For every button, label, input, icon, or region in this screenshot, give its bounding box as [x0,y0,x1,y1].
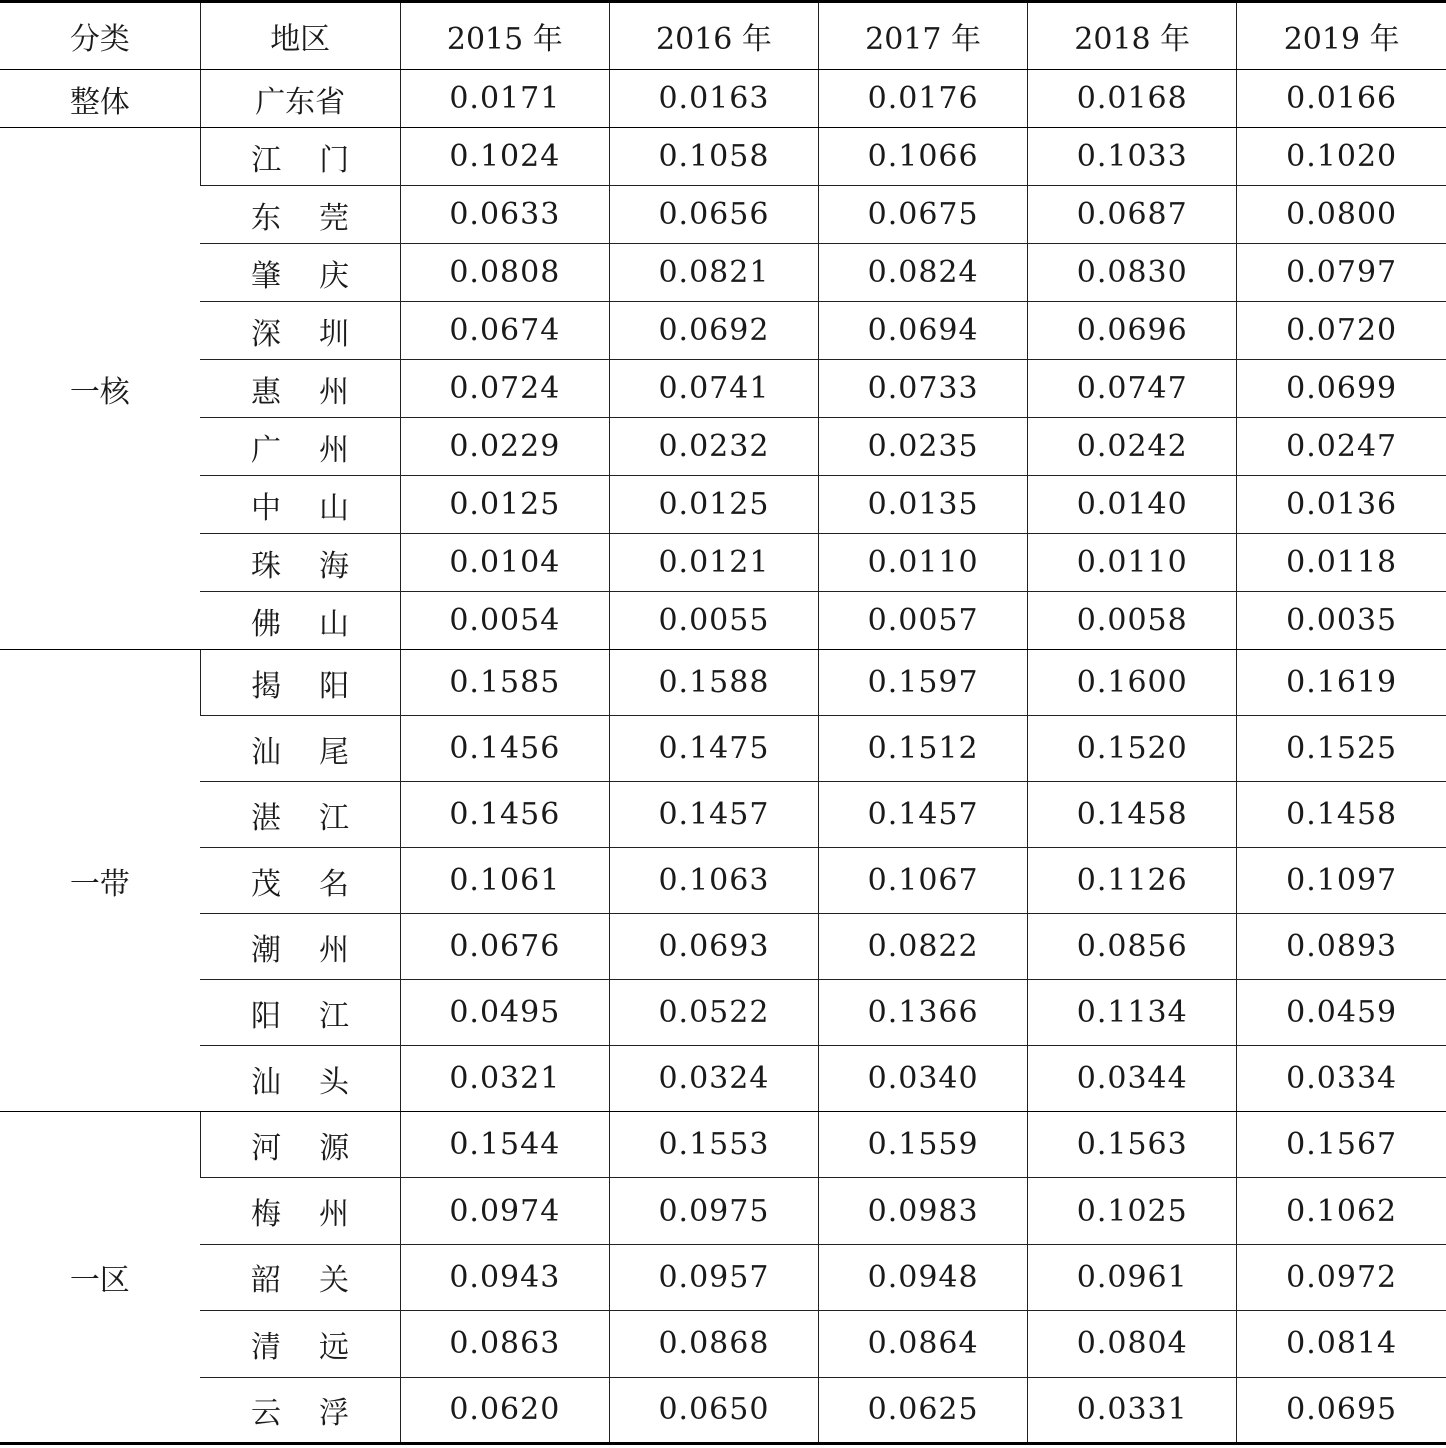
region-name-char-2: 莞 [318,200,349,236]
region-name-char-1: 河 [251,1130,282,1166]
region-name-char-2: 州 [318,1197,349,1233]
value-cell-2015: 0.0054 [400,592,609,650]
value-cell-2016: 0.0868 [609,1311,818,1377]
overall-value-2015: 0.0171 [400,70,609,128]
region-name-char-1: 中 [250,490,281,526]
region-name-char-2: 州 [318,932,349,968]
value-cell-2016: 0.1475 [609,716,818,782]
value-cell-2016: 0.1058 [609,128,818,186]
region-name-char-1: 韶 [250,1263,281,1299]
value-cell-2015: 0.0674 [400,302,609,360]
region-cell [200,782,400,848]
value-cell-2017: 0.1066 [819,128,1028,186]
value-cell-2017: 0.1512 [819,716,1028,782]
header-year-2018: 2018 年 [1028,2,1237,70]
region-name-char-2: 尾 [318,734,349,770]
overall-value-2017: 0.0176 [819,70,1028,128]
region-name-char-2: 山 [318,490,349,526]
value-cell-2017: 0.0057 [819,592,1028,650]
value-cell-2018: 0.0140 [1028,476,1237,534]
value-cell-2018: 0.0242 [1028,418,1237,476]
value-cell-2017: 0.1597 [819,650,1028,716]
table-row [0,782,1446,848]
region-cell [200,302,400,360]
region-name-char-2: 海 [318,548,349,584]
table-row [0,1178,1446,1244]
value-cell-2015: 0.0633 [400,186,609,244]
table-row [0,1046,1446,1112]
region-name-char-1: 梅 [250,1197,281,1233]
region-cell [200,186,400,244]
value-cell-2019: 0.0814 [1237,1311,1446,1377]
table-row [0,914,1446,980]
value-cell-2018: 0.0804 [1028,1311,1237,1377]
region-name-char-1: 江 [251,142,282,178]
region-name-char-2: 圳 [318,316,349,352]
region-name-char-1: 惠 [250,374,281,410]
value-cell-2015: 0.0321 [400,1046,609,1112]
region-cell [200,128,400,186]
value-cell-2015: 0.0863 [400,1311,609,1377]
table-row [0,650,1446,716]
value-cell-2018: 0.0856 [1028,914,1237,980]
value-cell-2018: 0.1520 [1028,716,1237,782]
value-cell-2019: 0.1619 [1237,650,1446,716]
header-region: 地区 [200,2,400,70]
overall-row [0,70,1446,128]
overall-value-2016: 0.0163 [609,70,818,128]
region-name-char-2: 头 [318,1064,349,1100]
overall-category: 整体 [0,70,200,128]
value-cell-2018: 0.0830 [1028,244,1237,302]
value-cell-2017: 0.1067 [819,848,1028,914]
value-cell-2018: 0.1025 [1028,1178,1237,1244]
value-cell-2018: 0.0110 [1028,534,1237,592]
region-name-char-1: 汕 [250,734,281,770]
value-cell-2017: 0.0822 [819,914,1028,980]
region-cell [200,650,400,716]
region-name-char-1: 潮 [250,932,281,968]
value-cell-2019: 0.0695 [1237,1377,1446,1443]
table-row [0,476,1446,534]
value-cell-2019: 0.0797 [1237,244,1446,302]
value-cell-2016: 0.0975 [609,1178,818,1244]
value-cell-2018: 0.0696 [1028,302,1237,360]
region-name-char-1: 阳 [250,998,281,1034]
value-cell-2018: 0.1033 [1028,128,1237,186]
value-cell-2019: 0.1097 [1237,848,1446,914]
header-year-2017: 2017 年 [819,2,1028,70]
table-row [0,1377,1446,1443]
region-name-char-1: 佛 [250,606,281,642]
value-cell-2017: 0.0824 [819,244,1028,302]
value-cell-2018: 0.0687 [1028,186,1237,244]
table-row [0,302,1446,360]
table-row [0,186,1446,244]
value-cell-2017: 0.0625 [819,1377,1028,1443]
region-cell [200,848,400,914]
value-cell-2016: 0.0693 [609,914,818,980]
value-cell-2015: 0.0620 [400,1377,609,1443]
value-cell-2015: 0.1456 [400,782,609,848]
value-cell-2015: 0.0676 [400,914,609,980]
value-cell-2018: 0.0344 [1028,1046,1237,1112]
value-cell-2017: 0.0340 [819,1046,1028,1112]
value-cell-2016: 0.0741 [609,360,818,418]
value-cell-2019: 0.0800 [1237,186,1446,244]
table-row [0,1311,1446,1377]
value-cell-2019: 0.0699 [1237,360,1446,418]
value-cell-2018: 0.1134 [1028,980,1237,1046]
value-cell-2016: 0.0232 [609,418,818,476]
region-cell [200,716,400,782]
header-year-2016: 2016 年 [609,2,818,70]
header-year-2015: 2015 年 [400,2,609,70]
header-row [0,2,1446,70]
value-cell-2016: 0.0650 [609,1377,818,1443]
value-cell-2015: 0.1585 [400,650,609,716]
region-cell [200,418,400,476]
value-cell-2017: 0.0948 [819,1244,1028,1310]
region-name-char-2: 远 [318,1329,349,1365]
table-row [0,980,1446,1046]
value-cell-2016: 0.1588 [609,650,818,716]
region-name-char-2: 州 [318,432,349,468]
value-cell-2019: 0.0972 [1237,1244,1446,1310]
value-cell-2019: 0.0118 [1237,534,1446,592]
value-cell-2017: 0.0135 [819,476,1028,534]
value-cell-2016: 0.0125 [609,476,818,534]
table-row [0,1244,1446,1310]
value-cell-2015: 0.1024 [400,128,609,186]
region-cell [200,980,400,1046]
region-name-char-1: 肇 [250,258,281,294]
value-cell-2015: 0.0724 [400,360,609,418]
region-name-char-1: 深 [250,316,281,352]
region-name-char-2: 阳 [319,668,350,704]
value-cell-2018: 0.1563 [1028,1112,1237,1178]
value-cell-2019: 0.1062 [1237,1178,1446,1244]
value-cell-2019: 0.1458 [1237,782,1446,848]
region-name-char-2: 门 [319,142,350,178]
value-cell-2019: 0.1020 [1237,128,1446,186]
region-name-char-2: 庆 [318,258,349,294]
value-cell-2015: 0.1061 [400,848,609,914]
value-cell-2016: 0.1457 [609,782,818,848]
value-cell-2019: 0.0247 [1237,418,1446,476]
value-cell-2016: 0.1063 [609,848,818,914]
value-cell-2016: 0.0121 [609,534,818,592]
region-cell [200,914,400,980]
category-cell: 一区 [0,1112,200,1444]
value-cell-2018: 0.0961 [1028,1244,1237,1310]
region-name-char-2: 江 [318,998,349,1034]
value-cell-2016: 0.0324 [609,1046,818,1112]
region-name-char-1: 东 [250,200,281,236]
value-cell-2017: 0.0733 [819,360,1028,418]
value-cell-2016: 0.0656 [609,186,818,244]
value-cell-2015: 0.0125 [400,476,609,534]
region-cell [200,1046,400,1112]
value-cell-2018: 0.1126 [1028,848,1237,914]
value-cell-2016: 0.0522 [609,980,818,1046]
overall-value-2018: 0.0168 [1028,70,1237,128]
value-cell-2017: 0.0235 [819,418,1028,476]
region-cell [200,592,400,650]
value-cell-2018: 0.1600 [1028,650,1237,716]
region-name-char-2: 源 [319,1130,350,1166]
value-cell-2017: 0.0694 [819,302,1028,360]
overall-value-2019: 0.0166 [1237,70,1446,128]
value-cell-2015: 0.0808 [400,244,609,302]
region-name-char-1: 珠 [250,548,281,584]
value-cell-2018: 0.1458 [1028,782,1237,848]
table-row [0,534,1446,592]
header-category: 分类 [0,2,200,70]
value-cell-2017: 0.0983 [819,1178,1028,1244]
value-cell-2015: 0.1544 [400,1112,609,1178]
table-row [0,716,1446,782]
category-cell: 一核 [0,128,200,650]
region-name-char-1: 揭 [251,668,282,704]
region-cell [200,1311,400,1377]
value-cell-2018: 0.0058 [1028,592,1237,650]
value-cell-2019: 0.1567 [1237,1112,1446,1178]
table-row [0,848,1446,914]
region-name-char-1: 湛 [250,800,281,836]
value-cell-2019: 0.0893 [1237,914,1446,980]
region-name-char-2: 名 [318,866,349,902]
value-cell-2016: 0.0957 [609,1244,818,1310]
value-cell-2017: 0.1366 [819,980,1028,1046]
region-name-char-1: 汕 [250,1064,281,1100]
value-cell-2015: 0.0104 [400,534,609,592]
value-cell-2015: 0.0495 [400,980,609,1046]
value-cell-2016: 0.0821 [609,244,818,302]
value-cell-2019: 0.0136 [1237,476,1446,534]
value-cell-2016: 0.0692 [609,302,818,360]
value-cell-2019: 0.0334 [1237,1046,1446,1112]
region-name-char-1: 茂 [250,866,281,902]
value-cell-2019: 0.1525 [1237,716,1446,782]
region-name-char-2: 山 [318,606,349,642]
overall-region: 广东省 [200,70,400,128]
table-row [0,592,1446,650]
value-cell-2016: 0.0055 [609,592,818,650]
region-cell [200,1244,400,1310]
region-cell [200,360,400,418]
region-cell [200,1377,400,1443]
value-cell-2017: 0.0675 [819,186,1028,244]
region-name-char-2: 关 [318,1263,349,1299]
value-cell-2017: 0.1559 [819,1112,1028,1178]
value-cell-2017: 0.0864 [819,1311,1028,1377]
table-row [0,244,1446,302]
value-cell-2015: 0.0943 [400,1244,609,1310]
value-cell-2018: 0.0747 [1028,360,1237,418]
value-cell-2015: 0.0229 [400,418,609,476]
value-cell-2017: 0.0110 [819,534,1028,592]
region-cell [200,1112,400,1178]
table-row [0,1112,1446,1178]
value-cell-2016: 0.1553 [609,1112,818,1178]
value-cell-2019: 0.0720 [1237,302,1446,360]
region-name-char-1: 清 [250,1329,281,1365]
table-row [0,360,1446,418]
value-cell-2019: 0.0035 [1237,592,1446,650]
region-cell [200,476,400,534]
table-row [0,418,1446,476]
region-name-char-2: 江 [318,800,349,836]
value-cell-2018: 0.0331 [1028,1377,1237,1443]
region-name-char-2: 州 [318,374,349,410]
table-row [0,128,1446,186]
header-year-2019: 2019 年 [1237,2,1446,70]
value-cell-2017: 0.1457 [819,782,1028,848]
region-name-char-1: 广 [250,432,281,468]
region-cell [200,534,400,592]
value-cell-2019: 0.0459 [1237,980,1446,1046]
category-cell: 一带 [0,650,200,1112]
value-cell-2015: 0.0974 [400,1178,609,1244]
region-cell [200,1178,400,1244]
region-name-char-1: 云 [250,1395,281,1431]
region-name-char-2: 浮 [318,1395,349,1431]
region-cell [200,244,400,302]
value-cell-2015: 0.1456 [400,716,609,782]
